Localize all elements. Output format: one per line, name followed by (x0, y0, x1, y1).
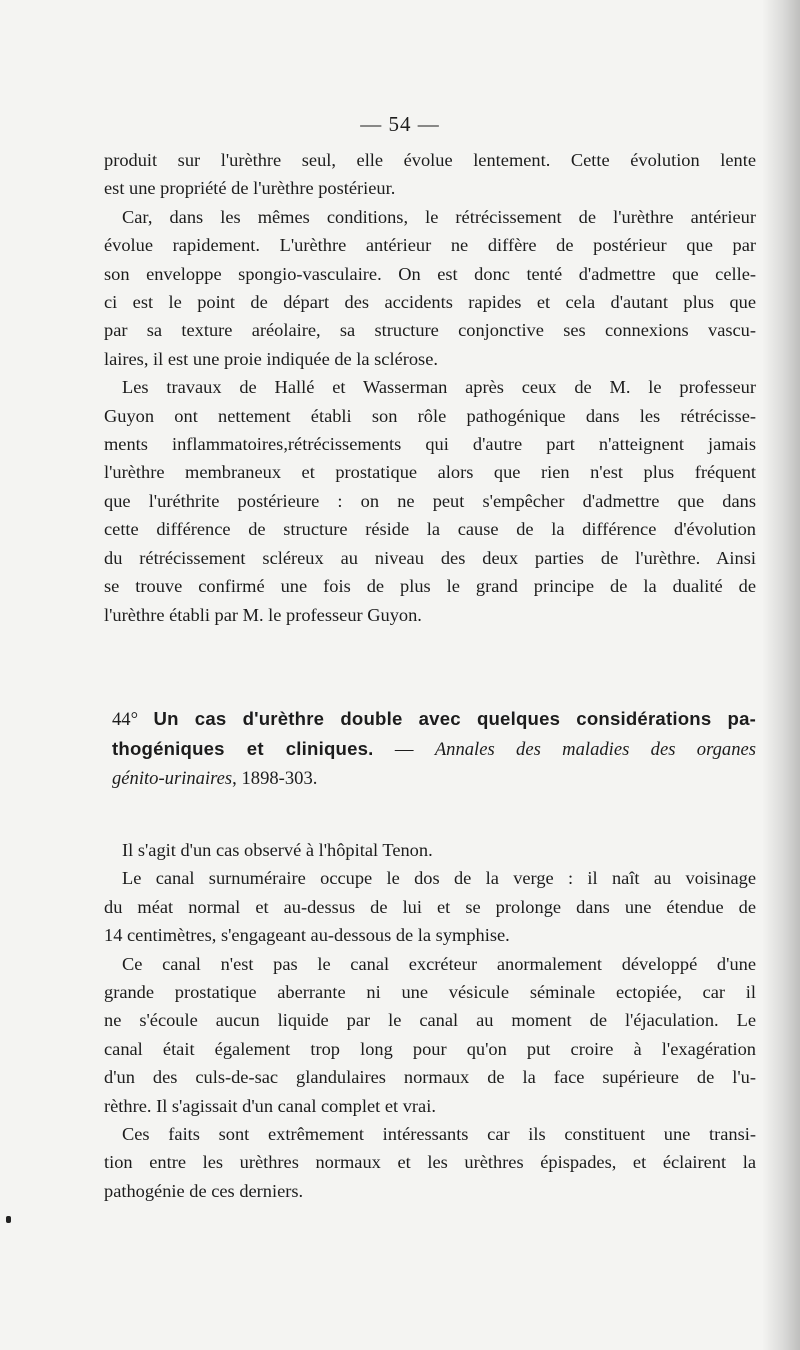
text-line: se trouve confirmé une fois de plus le grand principe de la dualité de (104, 576, 756, 597)
text-line: laires, il est une proie indiquée de la sclérose. (104, 348, 438, 369)
text-line: par sa texture aréolaire, sa structure conjonctive ses connexions vascu- (104, 320, 756, 341)
entry-citation: , 1898-303. (232, 768, 318, 789)
entry-title-line-1: Un cas d'urèthre double avec quelques considérations pa- (153, 708, 757, 729)
text-line: pathogénie de ces derniers. (104, 1180, 304, 1201)
text-line: l'urèthre établi par M. le professeur Guyon. (104, 604, 422, 625)
text-line: Car, dans les mêmes conditions, le rétrécissement de l'urèthre antérieur (122, 206, 756, 227)
entry-number: 44° (112, 709, 139, 730)
text-line: du rétrécissement scléreux au niveau des deux parties de l'urèthre. Ainsi (104, 547, 756, 568)
text-line: du méat normal et au-dessus de lui et se prolonge dans une étendue de (104, 896, 756, 917)
text-line: grande prostatique aberrante ni une vésicule séminale ectopiée, car il (104, 982, 756, 1003)
text-line: Il s'agit d'un cas observé à l'hôpital Tenon. (122, 840, 433, 860)
entry-dash: — (373, 739, 435, 760)
page-number: — 54 — (360, 112, 440, 136)
text-line: tion entre les urèthres normaux et les urèthres épispades, et éclairent la (104, 1152, 756, 1173)
text-line: ci est le point de départ des accidents rapides et cela d'autant plus que (104, 292, 756, 313)
text-line: son enveloppe spongio-vasculaire. On est donc tenté d'admettre que celle- (104, 263, 756, 284)
text-line: Le canal surnuméraire occupe le dos de la verge : il naît au voisinage (122, 868, 756, 889)
text-line: 14 centimètres, s'engageant au-dessous de la symphise. (104, 925, 510, 946)
text-line: Ces faits sont extrêmement intéressants car ils constituent une transi- (122, 1124, 756, 1145)
text-line: est une propriété de l'urèthre postérieur. (104, 178, 396, 199)
entry-44-heading (112, 704, 756, 793)
journal-name-line-2: génito-urinaires (112, 768, 233, 789)
text-line: évolue rapidement. L'urèthre antérieur ne diffère de postérieur que par (104, 235, 756, 256)
text-line: Guyon ont nettement établi son rôle pathogénique dans les rétrécisse- (104, 405, 756, 426)
text-line: Ce canal n'est pas le canal excréteur anormalement développé d'une (122, 953, 756, 974)
text-line: ne s'écoule aucun liquide par le canal au moment de l'éjaculation. Le (104, 1010, 756, 1031)
text-line: Les travaux de Hallé et Wasserman après ceux de M. le professeur (122, 377, 756, 398)
text-line: ments inflammatoires,rétrécissements qui d'autre part n'atteignent jamais (104, 434, 756, 455)
margin-ink-mark (6, 1216, 11, 1223)
text-line: l'urèthre membraneux et prostatique alors que rien n'est plus fréquent (104, 462, 756, 483)
text-line: canal était également trop long pour qu'on put croire à l'exagération (104, 1038, 756, 1059)
text-line: produit sur l'urèthre seul, elle évolue lentement. Cette évolution lente (104, 150, 756, 170)
text-line: cette différence de structure réside la cause de la différence d'évolution (104, 519, 756, 540)
section-1-text (104, 146, 756, 629)
section-2-text (104, 836, 756, 1205)
journal-name-line-1: Annales des maladies des organes (434, 739, 756, 760)
entry-title-line-2: thogéniques et cliniques. (112, 738, 374, 759)
text-line: rèthre. Il s'agissait d'un canal complet et vrai. (104, 1095, 436, 1116)
text-line: que l'uréthrite postérieure : on ne peut s'empêcher d'admettre que dans (104, 490, 756, 511)
text-line: d'un des culs-de-sac glandulaires normaux de la face supérieure de l'u- (104, 1067, 756, 1088)
scan-shadow-edge (762, 0, 800, 1350)
